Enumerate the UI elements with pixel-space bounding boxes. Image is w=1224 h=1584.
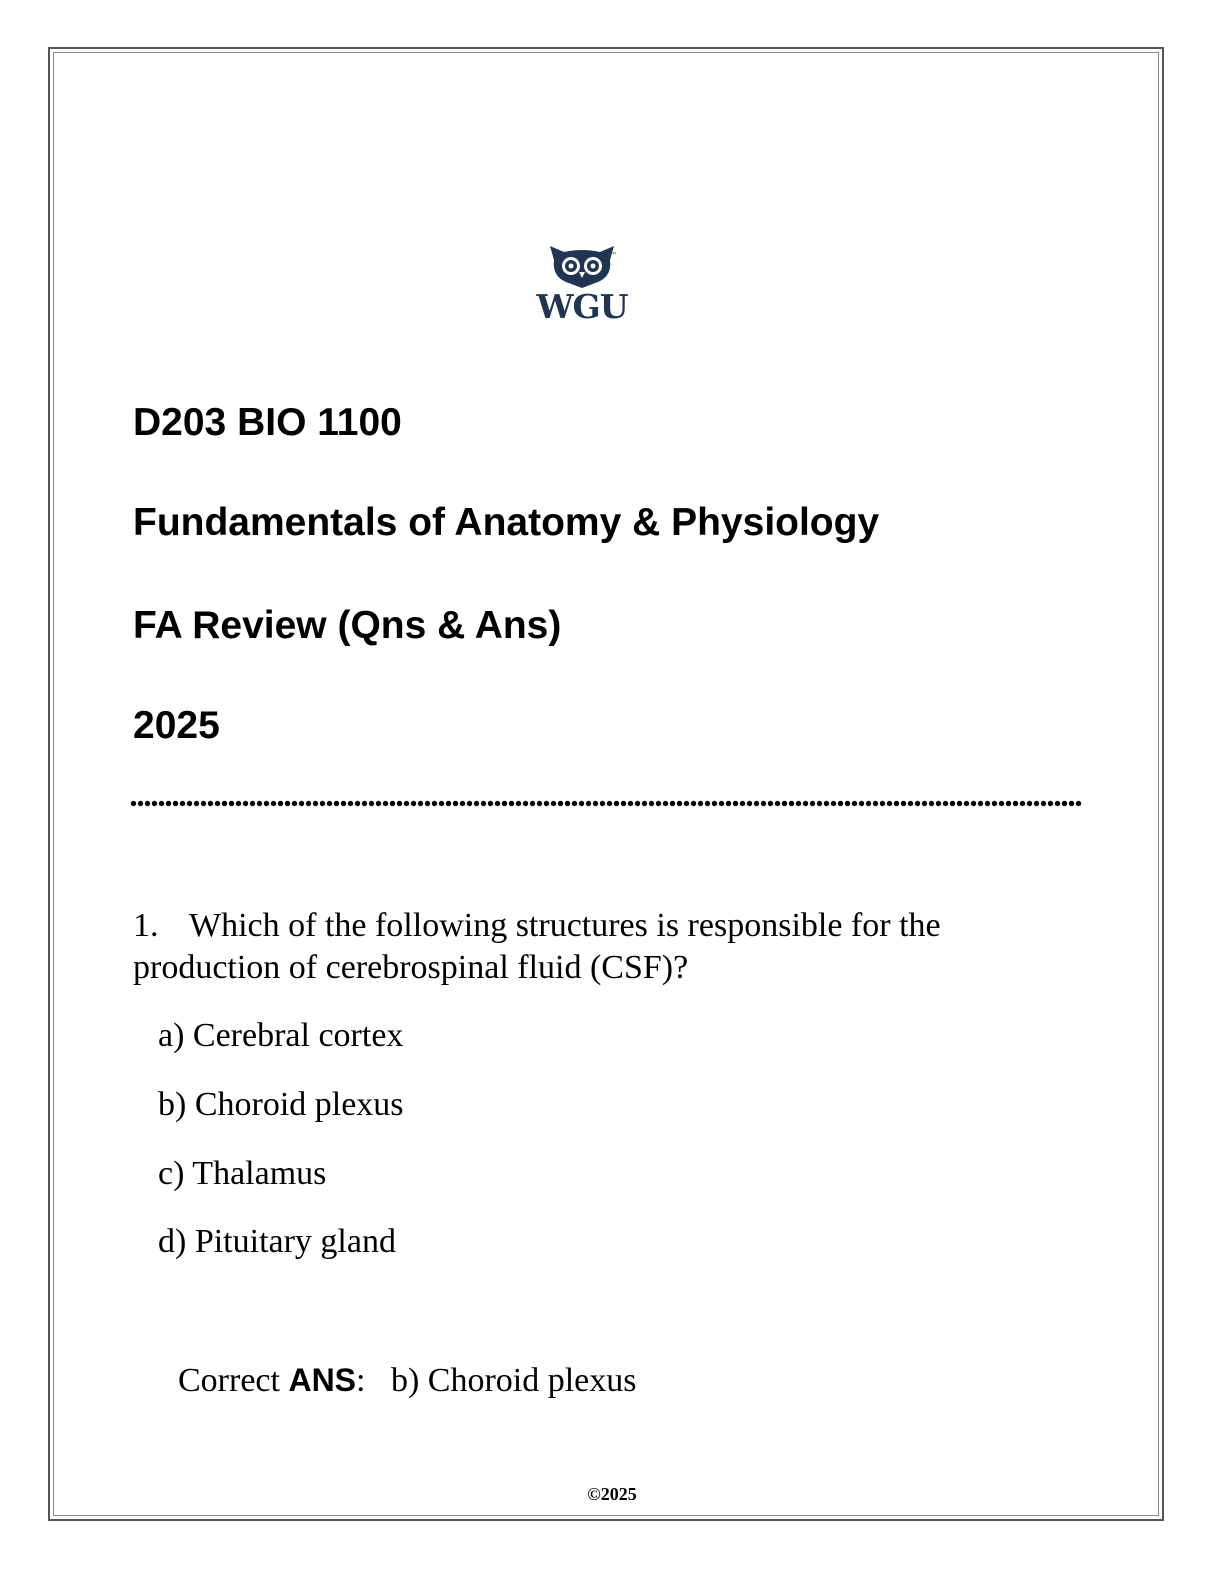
correct-answer <box>178 1360 637 1401</box>
logo-text: WGU <box>536 287 628 326</box>
copyright-footer: ©2025 <box>587 1484 637 1504</box>
owl-icon <box>526 238 638 290</box>
option-b: b) Choroid plexus <box>158 1086 404 1123</box>
question-line-1 <box>133 906 1033 946</box>
course-name: Fundamentals of Anatomy & Physiology <box>133 501 880 544</box>
wgu-logo <box>526 238 638 344</box>
answer-prefix: Correct <box>178 1362 280 1399</box>
document-year: 2025 <box>133 704 220 747</box>
option-d: d) Pituitary gland <box>158 1223 396 1260</box>
question-text-line-1: Which of the following structures is responsible for the <box>189 907 941 944</box>
question-text-line-2: production of cerebrospinal fluid (CSF)? <box>133 949 689 986</box>
question-number: 1. <box>133 907 159 944</box>
trademark-symbol: ™ <box>610 252 616 258</box>
answer-value: b) Choroid plexus <box>390 1362 637 1399</box>
answer-colon: : <box>356 1362 366 1399</box>
course-code: D203 BIO 1100 <box>133 401 402 444</box>
option-a: a) Cerebral cortex <box>158 1017 404 1054</box>
dotted-divider <box>130 799 1083 808</box>
document-subtitle: FA Review (Qns & Ans) <box>133 604 562 647</box>
answer-key-label: ANS <box>288 1362 357 1398</box>
option-c: c) Thalamus <box>158 1155 327 1192</box>
